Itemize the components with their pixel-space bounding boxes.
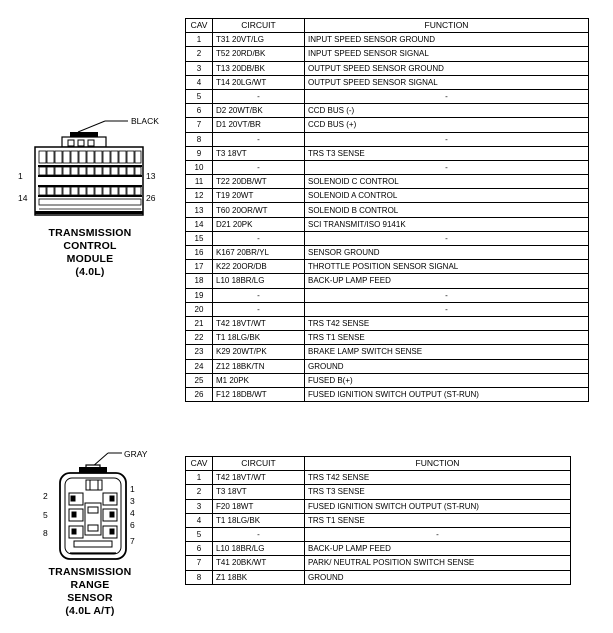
cav-cell: 8 xyxy=(186,132,213,146)
cav-cell: 6 xyxy=(186,104,213,118)
table-row xyxy=(186,132,589,146)
cav-cell: 26 xyxy=(186,387,213,401)
circuit-cell: Z12 18BK/TN xyxy=(213,359,305,373)
circuit-cell: D1 20VT/BR xyxy=(213,118,305,132)
cav-cell: 17 xyxy=(186,260,213,274)
table-row xyxy=(186,33,589,47)
function-cell: - xyxy=(305,231,589,245)
tcm-pin-label-14: 14 xyxy=(18,193,28,203)
tcm-caption-line-2: CONTROL xyxy=(63,240,117,252)
tcm-pin-label-13: 13 xyxy=(146,171,156,181)
circuit-cell: K167 20BR/YL xyxy=(213,246,305,260)
function-cell: TRS T1 SENSE xyxy=(305,331,589,345)
function-cell: CCD BUS (-) xyxy=(305,104,589,118)
circuit-cell: T22 20DB/WT xyxy=(213,175,305,189)
table-row xyxy=(186,288,589,302)
tcm-pin-label-26: 26 xyxy=(146,193,156,203)
table-row xyxy=(186,146,589,160)
circuit-cell: - xyxy=(213,132,305,146)
function-cell: - xyxy=(305,132,589,146)
circuit-cell: T14 20LG/WT xyxy=(213,75,305,89)
table-row xyxy=(186,513,571,527)
table-row xyxy=(186,331,589,345)
table-row xyxy=(186,160,589,174)
circuit-cell: - xyxy=(213,288,305,302)
circuit-cell: K22 20OR/DB xyxy=(213,260,305,274)
trs-pin-label-1: 1 xyxy=(130,484,135,494)
table-row xyxy=(186,302,589,316)
table-row xyxy=(186,387,589,401)
trs-pinout-table xyxy=(185,456,571,585)
function-header: FUNCTION xyxy=(305,457,571,471)
table-row xyxy=(186,246,589,260)
trs-caption-line-3: SENSOR xyxy=(67,592,113,604)
function-cell: TRS T42 SENSE xyxy=(305,316,589,330)
trs-pin-label-7: 7 xyxy=(130,536,135,546)
function-header: FUNCTION xyxy=(305,19,589,33)
function-cell: - xyxy=(305,160,589,174)
cav-cell: 9 xyxy=(186,146,213,160)
cav-cell: 4 xyxy=(186,75,213,89)
trs-caption xyxy=(30,566,150,618)
cav-cell: 3 xyxy=(186,499,213,513)
function-cell: GROUND xyxy=(305,359,589,373)
circuit-header: CIRCUIT xyxy=(213,19,305,33)
cav-cell: 5 xyxy=(186,527,213,541)
circuit-cell: T60 20OR/WT xyxy=(213,203,305,217)
function-cell: - xyxy=(305,302,589,316)
table-row xyxy=(186,189,589,203)
function-cell: BRAKE LAMP SWITCH SENSE xyxy=(305,345,589,359)
table-row xyxy=(186,260,589,274)
circuit-cell: - xyxy=(213,527,305,541)
circuit-cell: T3 18VT xyxy=(213,146,305,160)
circuit-cell: F20 18WT xyxy=(213,499,305,513)
circuit-cell: L10 18BR/LG xyxy=(213,542,305,556)
cav-cell: 7 xyxy=(186,118,213,132)
circuit-cell: Z1 18BK xyxy=(213,570,305,584)
function-cell: THROTTLE POSITION SENSOR SIGNAL xyxy=(305,260,589,274)
circuit-cell: - xyxy=(213,231,305,245)
function-cell: GROUND xyxy=(305,570,571,584)
function-cell: OUTPUT SPEED SENSOR GROUND xyxy=(305,61,589,75)
circuit-header: CIRCUIT xyxy=(213,457,305,471)
circuit-cell: T13 20DB/BK xyxy=(213,61,305,75)
trs-caption-line-2: RANGE xyxy=(70,579,110,591)
cav-cell: 1 xyxy=(186,471,213,485)
function-cell: BACK-UP LAMP FEED xyxy=(305,274,589,288)
cav-cell: 24 xyxy=(186,359,213,373)
trs-pin-label-5: 5 xyxy=(43,510,48,520)
cav-cell: 18 xyxy=(186,274,213,288)
cav-cell: 20 xyxy=(186,302,213,316)
table-row xyxy=(186,203,589,217)
function-cell: SCI TRANSMIT/ISO 9141K xyxy=(305,217,589,231)
circuit-cell: T3 18VT xyxy=(213,485,305,499)
function-cell: TRS T3 SENSE xyxy=(305,485,571,499)
table-row xyxy=(186,485,571,499)
cav-cell: 2 xyxy=(186,485,213,499)
cav-cell: 15 xyxy=(186,231,213,245)
function-cell: BACK-UP LAMP FEED xyxy=(305,542,571,556)
function-cell: SOLENOID A CONTROL xyxy=(305,189,589,203)
circuit-cell: T1 18LG/BK xyxy=(213,513,305,527)
tcm-pin-label-1: 1 xyxy=(18,171,23,181)
function-cell: INPUT SPEED SENSOR SIGNAL xyxy=(305,47,589,61)
function-cell: - xyxy=(305,288,589,302)
cav-cell: 8 xyxy=(186,570,213,584)
circuit-cell: K29 20WT/PK xyxy=(213,345,305,359)
circuit-cell: T1 18LG/BK xyxy=(213,331,305,345)
function-cell: FUSED IGNITION SWITCH OUTPUT (ST-RUN) xyxy=(305,387,589,401)
circuit-cell: D2 20WT/BK xyxy=(213,104,305,118)
cav-cell: 7 xyxy=(186,556,213,570)
circuit-cell: T31 20VT/LG xyxy=(213,33,305,47)
cav-cell: 5 xyxy=(186,89,213,103)
cav-cell: 10 xyxy=(186,160,213,174)
table-row xyxy=(186,345,589,359)
circuit-cell: - xyxy=(213,160,305,174)
function-cell: - xyxy=(305,527,571,541)
function-cell: TRS T42 SENSE xyxy=(305,471,571,485)
table-row xyxy=(186,75,589,89)
trs-caption-line-1: TRANSMISSION xyxy=(48,566,132,578)
circuit-cell: T52 20RD/BK xyxy=(213,47,305,61)
trs-pin-label-2: 2 xyxy=(43,491,48,501)
table-row xyxy=(186,61,589,75)
cav-header: CAV xyxy=(186,457,213,471)
cav-cell: 21 xyxy=(186,316,213,330)
cav-header: CAV xyxy=(186,19,213,33)
tcm-caption-line-1: TRANSMISSION xyxy=(48,227,132,239)
function-cell: SOLENOID C CONTROL xyxy=(305,175,589,189)
table-row xyxy=(186,217,589,231)
table-row xyxy=(186,316,589,330)
table-row xyxy=(186,527,571,541)
cav-cell: 23 xyxy=(186,345,213,359)
table-header-row xyxy=(186,457,571,471)
circuit-cell: M1 20PK xyxy=(213,373,305,387)
trs-connector-color-label: GRAY xyxy=(124,449,148,459)
trs-pin-label-3: 3 xyxy=(130,496,135,506)
function-cell: FUSED B(+) xyxy=(305,373,589,387)
cav-cell: 25 xyxy=(186,373,213,387)
cav-cell: 13 xyxy=(186,203,213,217)
table-row xyxy=(186,274,589,288)
cav-cell: 14 xyxy=(186,217,213,231)
circuit-cell: T19 20WT xyxy=(213,189,305,203)
table-row xyxy=(186,499,571,513)
table-row xyxy=(186,89,589,103)
cav-cell: 12 xyxy=(186,189,213,203)
circuit-cell: T42 18VT/WT xyxy=(213,316,305,330)
tcm-caption-line-3: MODULE xyxy=(66,253,114,265)
cav-cell: 4 xyxy=(186,513,213,527)
table-header-row xyxy=(186,19,589,33)
table-row xyxy=(186,471,571,485)
table-row xyxy=(186,359,589,373)
table-row xyxy=(186,118,589,132)
trs-pin-label-8: 8 xyxy=(43,528,48,538)
circuit-cell: - xyxy=(213,302,305,316)
trs-pin-label-4: 4 xyxy=(130,508,135,518)
tcm-pinout-table xyxy=(185,18,589,402)
tcm-caption xyxy=(30,227,150,279)
function-cell: TRS T1 SENSE xyxy=(305,513,571,527)
function-cell: CCD BUS (+) xyxy=(305,118,589,132)
function-cell: SOLENOID B CONTROL xyxy=(305,203,589,217)
circuit-cell: - xyxy=(213,89,305,103)
circuit-cell: F12 18DB/WT xyxy=(213,387,305,401)
table-row xyxy=(186,104,589,118)
cav-cell: 6 xyxy=(186,542,213,556)
circuit-cell: D21 20PK xyxy=(213,217,305,231)
table-row xyxy=(186,542,571,556)
table-row xyxy=(186,373,589,387)
circuit-cell: T41 20BK/WT xyxy=(213,556,305,570)
tcm-caption-line-4: (4.0L) xyxy=(75,266,105,278)
trs-connector-drawing xyxy=(30,445,140,565)
function-cell: OUTPUT SPEED SENSOR SIGNAL xyxy=(305,75,589,89)
cav-cell: 19 xyxy=(186,288,213,302)
table-row xyxy=(186,556,571,570)
cav-cell: 11 xyxy=(186,175,213,189)
cav-cell: 3 xyxy=(186,61,213,75)
trs-pin-label-6: 6 xyxy=(130,520,135,530)
circuit-cell: L10 18BR/LG xyxy=(213,274,305,288)
cav-cell: 1 xyxy=(186,33,213,47)
table-row xyxy=(186,47,589,61)
function-cell: PARK/ NEUTRAL POSITION SWITCH SENSE xyxy=(305,556,571,570)
function-cell: - xyxy=(305,89,589,103)
trs-caption-line-4: (4.0L A/T) xyxy=(65,605,115,617)
function-cell: TRS T3 SENSE xyxy=(305,146,589,160)
table-row xyxy=(186,175,589,189)
function-cell: SENSOR GROUND xyxy=(305,246,589,260)
cav-cell: 2 xyxy=(186,47,213,61)
cav-cell: 16 xyxy=(186,246,213,260)
table-row xyxy=(186,231,589,245)
function-cell: FUSED IGNITION SWITCH OUTPUT (ST-RUN) xyxy=(305,499,571,513)
table-row xyxy=(186,570,571,584)
circuit-cell: T42 18VT/WT xyxy=(213,471,305,485)
function-cell: INPUT SPEED SENSOR GROUND xyxy=(305,33,589,47)
tcm-connector-color-label: BLACK xyxy=(131,116,159,126)
cav-cell: 22 xyxy=(186,331,213,345)
